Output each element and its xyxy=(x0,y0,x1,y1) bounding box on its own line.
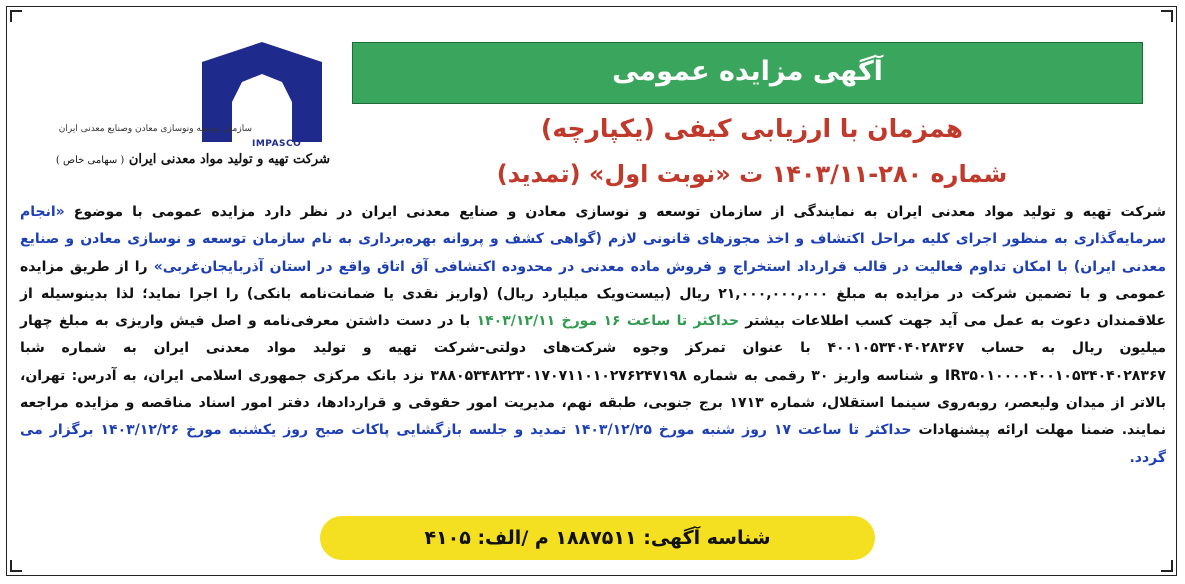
frame-corner xyxy=(10,10,22,22)
notice-subtitle: همزمان با ارزیابی کیفی (یکپارچه) xyxy=(540,114,964,143)
notice-title: آگهی مزایده عمومی xyxy=(352,42,1143,104)
frame-corner xyxy=(10,560,22,572)
ad-id-badge: شناسه آگهی: ۱۸۸۷۵۱۱ م /الف: ۴۱۰۵ xyxy=(320,516,875,560)
logo-company-name xyxy=(55,152,330,167)
inquiry-deadline: حداکثر تا ساعت ۱۶ مورخ ۱۴۰۳/۱۲/۱۱ xyxy=(476,313,740,330)
notice-body xyxy=(20,199,1166,472)
logo-abbreviation: IMPASCO xyxy=(252,139,302,149)
company-type: ( سهامی خاص ) xyxy=(55,155,125,166)
logo-subline: سازمان توسعه ونوسازی معادن وصنایع معدنی ایران xyxy=(58,124,252,134)
body-payment: با در دست داشتن معرفی‌نامه و اصل فیش واریزی به مبلغ چهار میلیون ریال به حساب ۴۰۰۱۰۵۳۴۰۴۰۲۸۳۶۷ با عنوان تمرکز وجوه شرکت‌های دولتی-شرکت تهیه و تولید مواد معدنی ایران به شماره شبا IR۳۵۰۱۰۰۰۰۴۰۰۱۰۵۳۴۰۴۰۲۸۳۶۷ و شناسه واریز ۳۰ رقمی به شماره ۳۸۸۰۵۳۴۸۲۲۳۰۱۷۰۷۱۱۰۱۰۲۷۶۲۴۷۱۹۸ نزد بانک مرکزی جمهوری اسلامی ایران، به آدرس: تهران، بالاتر از میدان ولیعصر، روبه‌روی سینما استقلال، شماره ۱۷۱۳ برج جنوبی، طبقه نهم، مدیریت امور حقوقی و قراردادها، دفتر امور اسناد مناقصه و مزایده مراجعه نمایند. ضمنا مهلت ارائه پیشنهادات xyxy=(20,313,1166,439)
auction-subject: «انجام سرمایه‌گذاری به منظور اجرای کلیه مراحل اکتشاف و اخذ مجوزهای قانونی لازم (گواهی کشف و پروانه بهره‌برداری به نام سازمان توسعه و نوسازی معادن و صنایع معدنی ایران) با امکان تداوم فعالیت در قالب قرارداد استخراج و فروش ماده معدنی در محدوده اکتشافی آق اتاق واقع در استان آذربایجان‌غربی» xyxy=(20,204,1166,275)
company-logo xyxy=(40,42,340,202)
frame-corner xyxy=(1161,560,1173,572)
company-name: شرکت تهیه و تولید مواد معدنی ایران xyxy=(128,152,330,167)
submission-deadline: حداکثر تا ساعت ۱۷ روز شنبه مورخ ۱۴۰۳/۱۲/۲۵ تمدید و جلسه بازگشایی پاکات صبح روز یکشنبه مورخ ۱۴۰۳/۱۲/۲۶ برگزار می گردد. xyxy=(20,422,1166,466)
body-guarantee: را از طریق مزایده عمومی و با تضمین شرکت در مزایده به مبلغ ۲۱,۰۰۰,۰۰۰,۰۰۰ ریال (بیست‌ویک میلیارد ریال) (واریز نقدی یا ضمانت‌نامه بانکی) را اجرا نماید؛ لذا بدینوسیله از علاقمندان دعوت به عمل می آید جهت کسب اطلاعات بیشتر xyxy=(20,258,1166,330)
body-intro: شرکت تهیه و تولید مواد معدنی ایران به نمایندگی از سازمان توسعه و نوسازی معادن و صنایع معدنی ایران در نظر دارد مزایده عمومی با موضوع xyxy=(64,204,1166,220)
notice-number: شماره ۲۸۰-۱۴۰۳/۱۱ ت «نوبت اول» (تمدید) xyxy=(496,160,1008,188)
frame-corner xyxy=(1161,10,1173,22)
